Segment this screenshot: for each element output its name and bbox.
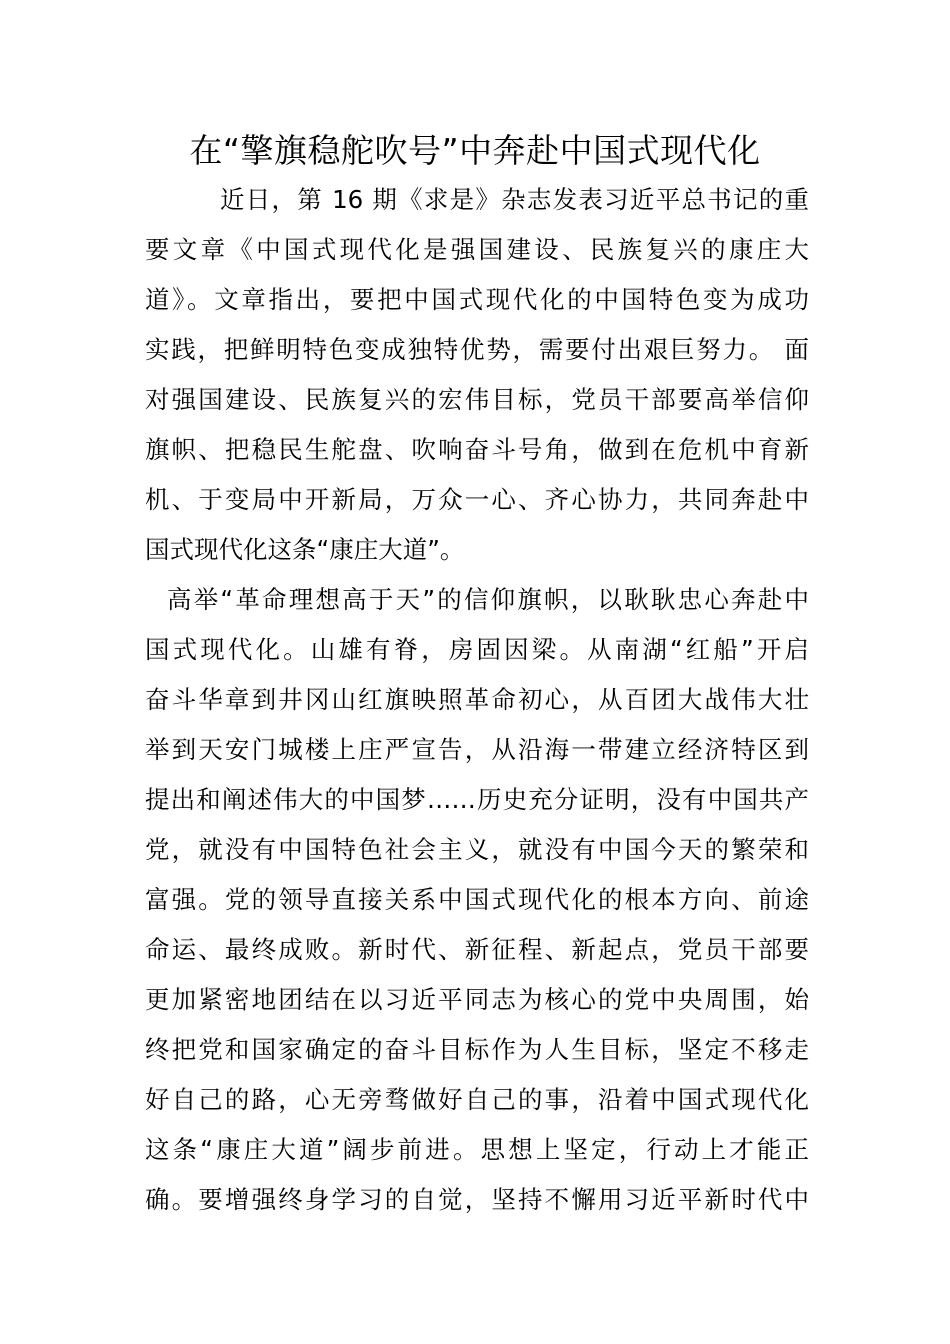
paragraph-line: 机、于变局中开新局，万众一心、齐心协力，共同奔赴中 [145,485,809,514]
paragraph-line: 实践，把鲜明特色变成独特优势，需要付出艰巨努力。 面 [145,335,809,364]
paragraph-line: 近日，第 16 期《求是》杂志发表习近平总书记的重 [220,185,809,214]
paragraph-line: 对强国建设、民族复兴的宏伟目标，党员干部要高举信仰 [145,385,809,414]
paragraph-line: 举到天安门城楼上庄严宣告，从沿海一带建立经济特区到 [145,735,809,764]
paragraph-line: 确。要增强终身学习的自觉，坚持不懈用习近平新时代中 [145,1185,809,1214]
paragraph-line: 国式现代化这条“康庄大道”。 [145,535,465,564]
paragraph-line: 提出和阐述伟大的中国梦……历史充分证明，没有中国共产 [145,785,809,814]
paragraph-line: 命运、最终成败。新时代、新征程、新起点，党员干部要 [145,935,809,964]
paragraph-line: 要文章《中国式现代化是强国建设、民族复兴的康庄大 [145,235,809,264]
paragraph-line: 奋斗华章到井冈山红旗映照革命初心，从百团大战伟大壮 [145,685,809,714]
paragraph-line: 党，就没有中国特色社会主义，就没有中国今天的繁荣和 [145,835,809,864]
paragraph-line: 更加紧密地团结在以习近平同志为核心的党中央周围，始 [145,985,809,1014]
paragraph-line: 道》。文章指出，要把中国式现代化的中国特色变为成功 [145,285,809,314]
article-title: 在“擎旗稳舵吹号”中奔赴中国式现代化 [189,131,761,170]
paragraph-line: 国式现代化。山雄有脊，房固因梁。从南湖“红船”开启 [145,635,809,664]
paragraph-line: 终把党和国家确定的奋斗目标作为人生目标，坚定不移走 [145,1035,809,1064]
paragraph-line: 高举“革命理想高于天”的信仰旗帜，以耿耿忠心奔赴中 [167,585,809,614]
paragraph-line: 富强。党的领导直接关系中国式现代化的根本方向、前途 [145,885,809,914]
paragraph-line: 好自己的路，心无旁骛做好自己的事，沿着中国式现代化 [145,1085,809,1114]
paragraph-line: 旗帜、把稳民生舵盘、吹响奋斗号角，做到在危机中育新 [145,435,809,464]
paragraph-line: 这条“康庄大道”阔步前进。思想上坚定，行动上才能正 [145,1135,809,1164]
